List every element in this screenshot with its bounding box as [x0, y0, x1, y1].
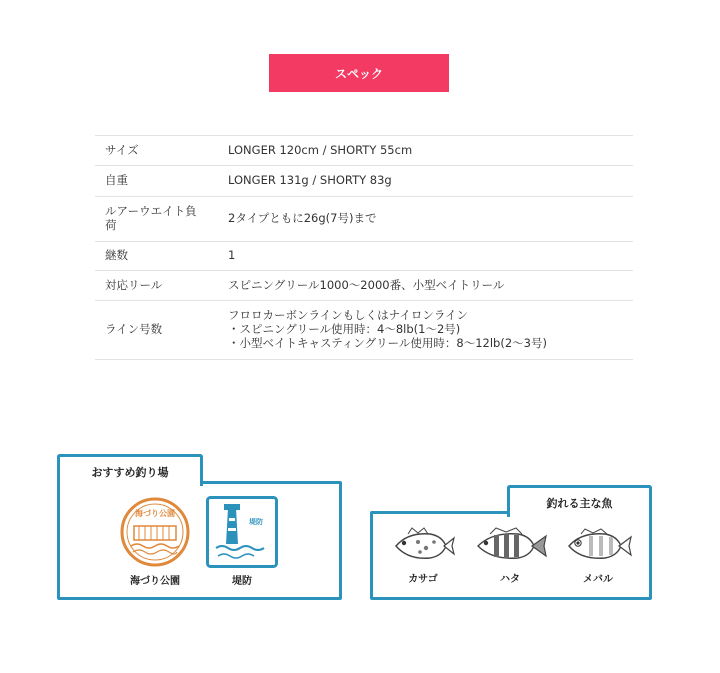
spec-label: ルアーウエイト負荷 [95, 197, 219, 242]
spots-title: おすすめ釣り場 [57, 454, 203, 486]
park-badge-text: 海づり公園 [135, 509, 175, 518]
hata-fish-icon [472, 526, 548, 566]
fishing-park-icon [119, 496, 191, 568]
spec-value: フロロカーボンラインもしくはナイロンライン ・スピニングリール使用時：4～8lb(1～2号) ・小型ベイトキャスティングリール使用時：8～12lb(2～3号) [219, 301, 633, 360]
mebaru-fish-icon [563, 526, 633, 566]
spot-park [117, 496, 193, 587]
table-row [95, 271, 633, 301]
spot-label: 堤防 [232, 576, 252, 587]
table-row [95, 301, 633, 360]
fish-hata [470, 526, 550, 585]
lighthouse-icon [206, 496, 278, 568]
spec-header: スペック [269, 54, 449, 92]
table-row [95, 197, 633, 242]
spec-label: ライン号数 [95, 301, 219, 360]
table-row [95, 136, 633, 166]
spec-label: 自重 [95, 166, 219, 197]
table-row [95, 166, 633, 197]
spec-value: 2タイプともに26g(7号)まで [219, 197, 633, 242]
spec-label: サイズ [95, 136, 219, 166]
fish-label: ハタ [500, 574, 520, 585]
spec-label: 対応リール [95, 271, 219, 301]
spots-panel [57, 481, 342, 600]
pier-badge-text: 堤防 [249, 518, 263, 526]
kasago-fish-icon [390, 526, 456, 566]
fish-label: メバル [583, 574, 613, 585]
fish-title: 釣れる主な魚 [507, 485, 652, 517]
spot-pier [205, 496, 279, 587]
fish-kasago [388, 526, 458, 585]
spec-label: 継数 [95, 242, 219, 271]
spec-value: スピニングリール1000～2000番、小型ベイトリール [219, 271, 633, 301]
spec-value: 1 [219, 242, 633, 271]
spec-value: LONGER 120cm / SHORTY 55cm [219, 136, 633, 166]
fish-mebaru [561, 526, 635, 585]
spec-value: LONGER 131g / SHORTY 83g [219, 166, 633, 197]
spec-table [95, 135, 633, 360]
fish-label: カサゴ [408, 574, 438, 585]
table-row [95, 242, 633, 271]
spot-label: 海づり公園 [130, 576, 180, 587]
